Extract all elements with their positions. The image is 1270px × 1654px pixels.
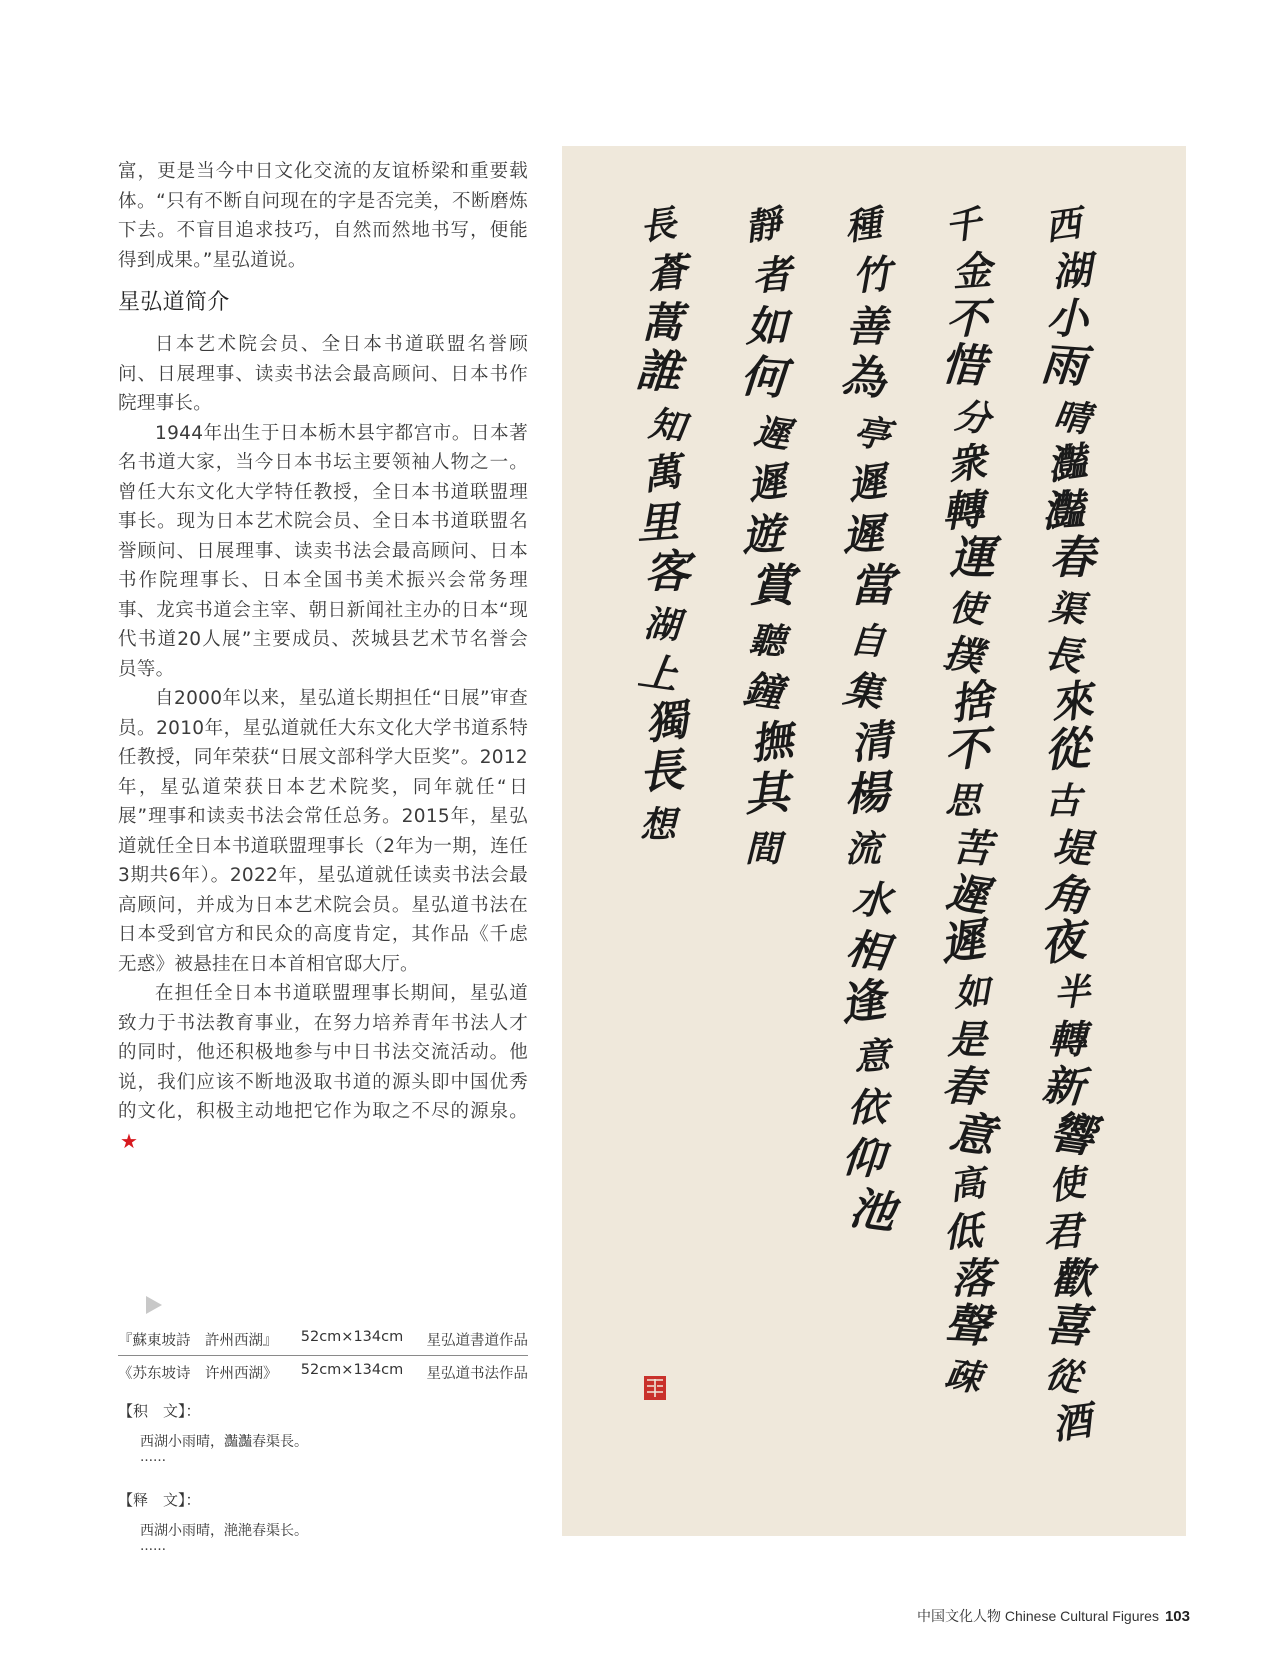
calligraphy-glyph: 水: [850, 876, 894, 925]
calligraphy-glyph: 亭: [851, 410, 893, 457]
calligraphy-glyph: 捨: [947, 674, 996, 730]
calligraphy-glyph: 蒿: [640, 298, 684, 347]
calligraphy-glyph: 流: [844, 828, 882, 870]
transcription-note-1: [118, 1400, 528, 1465]
red-seal-icon: [644, 1376, 666, 1400]
calligraphy-glyph: 萬: [639, 448, 685, 500]
calligraphy-glyph: 楊: [842, 765, 892, 822]
calligraphy-glyph: 遲: [936, 912, 989, 972]
calligraphy-glyph: 如: [745, 302, 789, 351]
calligraphy-glyph: 逢: [836, 972, 889, 1032]
calligraphy-glyph: 遲: [844, 458, 890, 510]
note-text: 西湖小雨晴，灎灎春渠長。: [140, 1434, 308, 1450]
calligraphy-glyph: 遊: [740, 508, 786, 561]
calligraphy-glyph: 上: [635, 647, 681, 699]
calligraphy-glyph: 灎: [1044, 438, 1090, 490]
calligraphy-glyph: 是: [947, 1017, 987, 1063]
calligraphy-glyph: 從: [1042, 721, 1092, 778]
calligraphy-glyph: 高: [946, 1161, 988, 1209]
calligraphy-glyph: 堤: [1050, 824, 1094, 873]
calligraphy-glyph: 聽: [747, 618, 787, 664]
calligraphy-glyph: 自: [847, 618, 887, 664]
calligraphy-glyph: 小: [1045, 294, 1089, 343]
calligraphy-glyph: 古: [1044, 780, 1082, 822]
article-paragraph: 1944年出生于日本栃木县宇都宫市。日本著名书道大家，当今日本书坛主要领袖人物之一。曾任大东文化大学特任教授，全日本书道联盟理事长。现为日本艺术院会员、全日本书道联盟名誉顾问、日展理事、读卖书法会最高顾问、日本书作院理事长、日本全国书美术振兴会常务理事、龙宾书道会主宰、朝日新闻社主办的日本“现代书道20人展”主要成员、茨城县艺术节名誉会员等。: [118, 422, 528, 680]
calligraphy-glyph: 蒼: [645, 249, 688, 298]
calligraphy-glyph: 間: [744, 828, 782, 870]
calligraphy-glyph: 何: [738, 349, 788, 406]
calligraphy-glyph: 不: [942, 721, 992, 778]
calligraphy-glyph: 惜: [938, 337, 988, 394]
calligraphy-glyph: 者: [750, 251, 793, 300]
calligraphy-glyph: 酒: [1049, 1397, 1095, 1449]
calligraphy-glyph: 里: [635, 496, 681, 549]
article-paragraph: 自2000年以来，星弘道长期担任“日展”审查员。2010年，星弘道就任大东文化大学书道系特任教授，同年荣获“日展文部科学大臣奖”。2012年，星弘道荣获日本艺术院奖，同年就任“日展”理事和读卖书法会常任总务。2015年，星弘道就任全日本书道联盟理事长（2年为一期，连任3期共6年）。2022年，星弘道就任读卖书法会最高顾问，并成为日本艺术院会员。星弘道书法在日本受到官方和民众的高度肯定，其作品《千虑无惑》被悬挂在日本首相官邸大厅。: [118, 688, 528, 975]
calligraphy-glyph: 誰: [633, 343, 683, 400]
calligraphy-glyph: 春: [940, 1060, 986, 1113]
calligraphy-glyph: 低: [941, 1207, 985, 1257]
calligraphy-glyph: 苦: [950, 824, 994, 873]
calligraphy-glyph: 灎: [1040, 484, 1086, 537]
note-ellipsis: ……: [140, 1450, 166, 1465]
calligraphy-glyph: 金: [950, 247, 993, 296]
calligraphy-glyph: 相: [843, 923, 892, 978]
caption-size: 52cm×134cm: [300, 1362, 404, 1378]
calligraphy-glyph: 池: [846, 1180, 899, 1240]
caption-title: 『蘇東坡詩 許州西湖』: [118, 1333, 278, 1349]
calligraphy-glyph: 轉: [940, 484, 986, 537]
note-label: 【释 文】：: [118, 1491, 201, 1509]
calligraphy-glyph: 從: [1042, 1353, 1084, 1400]
calligraphy-glyph: 依: [847, 1085, 887, 1131]
calligraphy-glyph: 意: [852, 1034, 892, 1079]
note-ellipsis: ……: [140, 1539, 166, 1554]
calligraphy-glyph: 靜: [742, 202, 784, 249]
calligraphy-glyph: 運: [949, 531, 995, 584]
calligraphy-glyph: 集: [840, 665, 886, 717]
article-paragraph-text: 在担任全日本书道联盟理事长期间，星弘道致力于书法教育事业，在努力培养青年书法人才的同时，他还积极地参与中日书法交流活动。他说，我们应该不断地汲取书道的源头即中国优秀的文化，积极主动地把它作为取之不尽的源泉。: [118, 983, 528, 1122]
calligraphy-glyph: 撲: [940, 629, 986, 681]
caption-author: 星弘道書道作品: [426, 1333, 528, 1349]
calligraphy-glyph: 種: [842, 202, 884, 249]
calligraphy-glyph: 撫: [747, 714, 796, 770]
section-heading: 星弘道简介: [118, 290, 230, 315]
calligraphy-glyph: 清: [847, 714, 896, 770]
calligraphy-glyph: 賞: [749, 559, 795, 612]
calligraphy-glyph: 善: [845, 302, 889, 351]
calligraphy-glyph: 聲: [942, 1297, 992, 1354]
transcription-note-2: [118, 1489, 528, 1554]
page-footer: [917, 1606, 1190, 1626]
calligraphy-glyph: 長: [637, 743, 687, 800]
calligraphy-glyph: 湖: [642, 602, 682, 648]
calligraphy-glyph: 知: [646, 402, 688, 449]
calligraphy-glyph: 客: [644, 545, 690, 598]
calligraphy-glyph: 想: [639, 804, 677, 846]
artwork-caption: [118, 1296, 528, 1554]
note-label: 【积 文】：: [118, 1402, 201, 1420]
calligraphy-glyph: 不: [945, 294, 989, 343]
calligraphy-glyph: 竹: [850, 251, 893, 300]
caption-size: 52cm×134cm: [300, 1329, 404, 1345]
article-body: [118, 157, 528, 1157]
calligraphy-glyph: 如: [952, 970, 992, 1015]
calligraphy-image: [562, 146, 1186, 1536]
calligraphy-columns: [634, 201, 1106, 1449]
calligraphy-glyph: 雨: [1038, 337, 1088, 394]
calligraphy-artwork: [562, 146, 1186, 1536]
article-paragraph: 富，更是当今中日文化交流的友谊桥梁和重要载体。“只有不断自问现在的字是否完美，不断磨炼下去。不盲目追求技巧，自然而然地书写，便能得到成果。”星弘道说。: [118, 161, 528, 271]
calligraphy-glyph: 遲: [840, 508, 886, 561]
star-icon: ★: [120, 1128, 139, 1153]
calligraphy-glyph: 仰: [840, 1132, 886, 1185]
note-text: 西湖小雨晴，滟滟春渠长。: [140, 1523, 308, 1539]
calligraphy-glyph: 遲: [751, 410, 793, 457]
calligraphy-glyph: 君: [1041, 1207, 1085, 1257]
calligraphy-glyph: 落: [950, 1254, 994, 1303]
calligraphy-glyph: 意: [946, 1104, 999, 1164]
calligraphy-glyph: 歡: [1050, 1254, 1094, 1303]
caption-author: 星弘道书法作品: [426, 1366, 528, 1382]
calligraphy-glyph: 思: [944, 780, 982, 822]
calligraphy-glyph: 使: [1046, 1161, 1088, 1209]
play-triangle-icon: [146, 1296, 162, 1314]
article-paragraph: 日本艺术院会员、全日本书道联盟名誉顾问、日展理事、读卖书法会最高顾问、日本书作院理事长。: [118, 334, 528, 414]
calligraphy-glyph: 為: [838, 349, 888, 406]
calligraphy-glyph: 春: [1049, 531, 1095, 584]
calligraphy-glyph: 長: [637, 202, 679, 249]
calligraphy-glyph: 來: [1047, 674, 1096, 730]
caption-line-japanese: [118, 1326, 528, 1356]
calligraphy-glyph: 其: [742, 765, 792, 822]
calligraphy-glyph: 角: [1043, 867, 1092, 922]
calligraphy-glyph: 西: [1042, 202, 1084, 249]
calligraphy-glyph: 分: [951, 394, 993, 441]
calligraphy-glyph: 疎: [942, 1353, 984, 1400]
caption-title: 《苏东坡诗 许州西湖》: [118, 1366, 278, 1382]
calligraphy-glyph: 獨: [642, 694, 691, 750]
calligraphy-glyph: 轉: [1047, 1017, 1087, 1063]
caption-line-chinese: [118, 1356, 528, 1388]
calligraphy-glyph: 半: [1052, 970, 1092, 1015]
magazine-name: 中国文化人物 Chinese Cultural Figures: [917, 1608, 1159, 1624]
calligraphy-glyph: 渠: [1047, 586, 1087, 632]
page-number: 103: [1164, 1608, 1190, 1625]
article-paragraph-last: [118, 979, 528, 1157]
calligraphy-glyph: 湖: [1050, 247, 1093, 296]
calligraphy-glyph: 遲: [943, 867, 992, 922]
calligraphy-glyph: 喜: [1042, 1297, 1092, 1354]
calligraphy-glyph: 晴: [1051, 394, 1093, 441]
calligraphy-glyph: 鐘: [740, 665, 786, 717]
calligraphy-glyph: 長: [1040, 629, 1086, 681]
calligraphy-glyph: 新: [1040, 1060, 1086, 1113]
calligraphy-glyph: 遲: [744, 458, 790, 510]
calligraphy-glyph: 響: [1046, 1104, 1099, 1164]
calligraphy-glyph: 當: [849, 559, 895, 612]
calligraphy-glyph: 衆: [944, 438, 990, 490]
calligraphy-glyph: 使: [947, 586, 987, 632]
calligraphy-glyph: 千: [942, 202, 984, 249]
calligraphy-glyph: 夜: [1036, 912, 1089, 972]
